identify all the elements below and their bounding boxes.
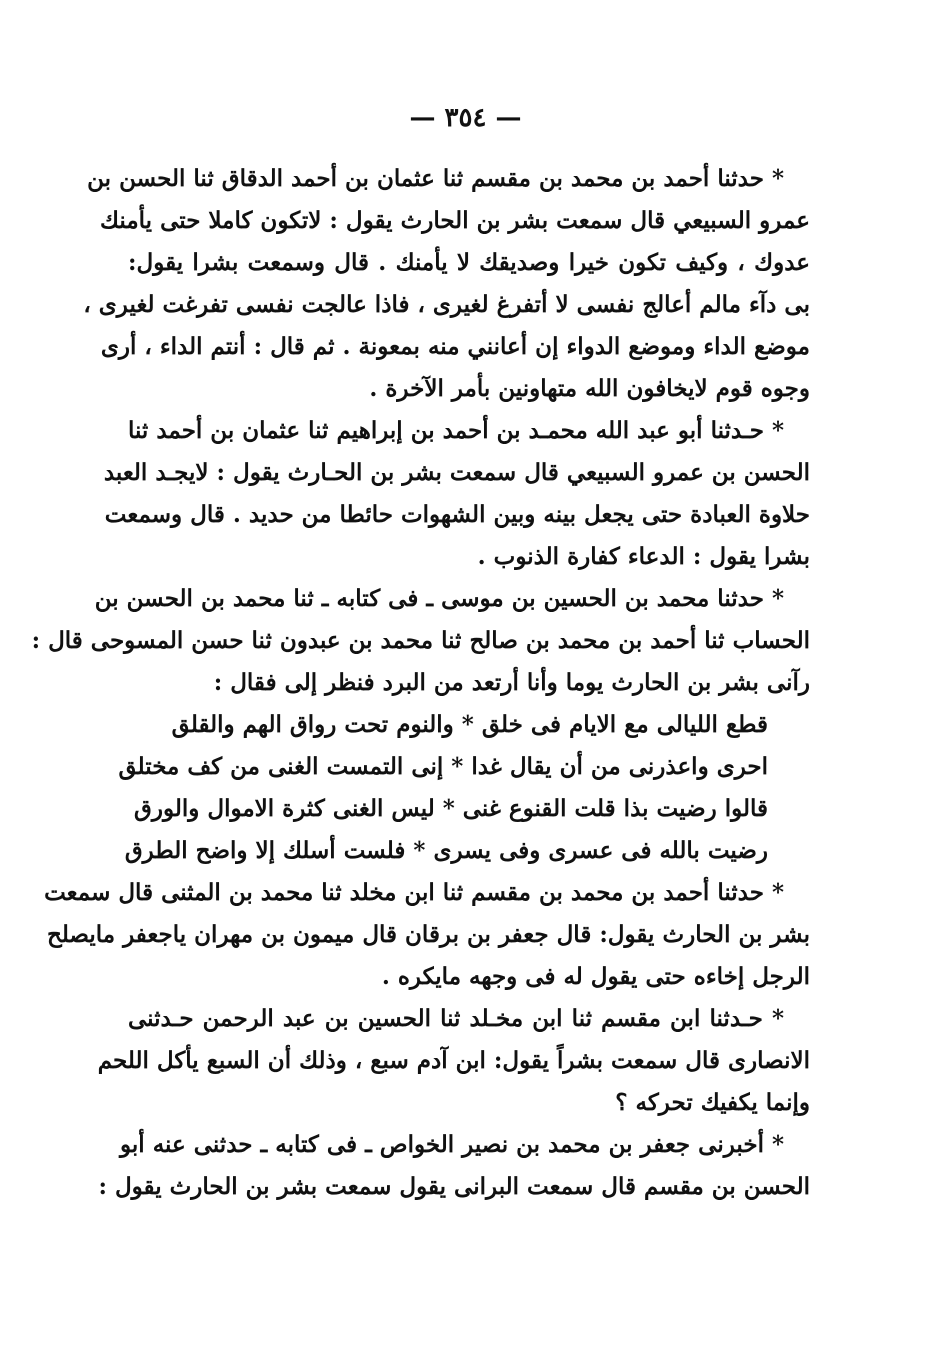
- text-line: حلاوة العبادة حتى يجعل بينه وبين الشهوات حائطا من حديد . قال وسمعت: [104, 501, 810, 528]
- text-line: * حـدثنا أبو عبد الله محمـد بن أحمد بن إبراهيم ثنا عثمان بن أحمد ثنا: [127, 417, 784, 444]
- text-line: بى دآء مالم أعالج نفسى لا أتفرغ لغيرى ، فاذا عالجت نفسى تفرغت لغيرى ،: [83, 291, 810, 318]
- verse-line: قطع الليالى مع الايام فى خلق * والنوم تحت رواق الهم والقلق: [171, 711, 768, 738]
- text-line: عمرو السبيعي قال سمعت بشر بن الحارث يقول : لاتكون كاملا حتى يأمنك: [100, 207, 810, 234]
- text-line: الرجل إخاءه حتى يقول له فى وجهه مايكره .: [381, 963, 810, 990]
- text-line: * حدثنا محمد بن الحسين بن موسى ـ فى كتابه ـ ثنا محمد بن الحسن بن: [94, 585, 784, 612]
- text-line: الحسن بن عمرو السبيعي قال سمعت بشر بن الحـارث يقول : لايجـد العبد: [103, 459, 810, 486]
- page-number: — ٣٥٤ —: [409, 103, 522, 133]
- verse-line: رضيت بالله فى عسرى وفى يسرى * فلست أسلك إلا واضح الطرق: [124, 837, 768, 864]
- text-line: رآنى بشر بن الحارث يوما وأنا أرتعد من البرد فنظر إلى فقال :: [213, 669, 810, 696]
- text-line: * أخبرنى جعفر بن محمد بن نصير الخواص ـ فى كتابه ـ حدثنى عنه أبو: [120, 1131, 784, 1158]
- text-line: بشرا يقول : الدعاء كفارة الذنوب .: [477, 543, 810, 570]
- text-line: موضع الداء وموضع الدواء إن أعانني منه بمعونة . ثم قال : أنتم الداء ، أرى: [100, 333, 810, 360]
- text-line: الحساب ثنا أحمد بن محمد بن صالح ثنا محمد بن عبدون ثنا حسن المسوحى قال :: [31, 627, 810, 654]
- text-line: * حدثنا أحمد بن محمد بن مقسم ثنا عثمان بن أحمد الدقاق ثنا الحسن بن: [87, 165, 784, 192]
- text-line: الانصارى قال سمعت بشراً يقول: ابن آدم سبع ، وذلك أن السبع يأكل اللحم: [97, 1047, 810, 1074]
- verse-line: قالوا رضيت بذا قلت القنوع غنى * ليس الغنى كثرة الاموال والورق: [134, 795, 768, 822]
- text-line: بشر بن الحارث يقول: قال جعفر بن برقان قال ميمون بن مهران ياجعفر مايصلح: [46, 921, 810, 948]
- text-line: وإنما يكفيك تحركه ؟: [615, 1089, 810, 1116]
- text-line: عدوك ، وكيف تكون خيرا وصديقك لا يأمنك . قال وسمعت بشرا يقول:: [128, 249, 810, 276]
- text-line: * حـدثنا ابن مقسم ثنا ابن مخـلد ثنا الحسين بن عبد الرحمن حـدثنى: [128, 1005, 784, 1032]
- verse-line: احرى واعذرنى من أن يقال غدا * إنى التمست الغنى من كف مختلق: [118, 753, 768, 780]
- text-line: الحسن بن مقسم قال سمعت البرانى يقول سمعت بشر بن الحارث يقول :: [98, 1173, 810, 1200]
- body-text: [31, 158, 810, 1208]
- text-line: * حدثنا أحمد بن محمد بن مقسم ثنا ابن مخلد ثنا محمد بن المثنى قال سمعت: [44, 879, 784, 906]
- text-line: وجوه قوم لايخافون الله متهاونين بأمر الآخرة .: [369, 375, 810, 402]
- poem-verses: [118, 704, 810, 872]
